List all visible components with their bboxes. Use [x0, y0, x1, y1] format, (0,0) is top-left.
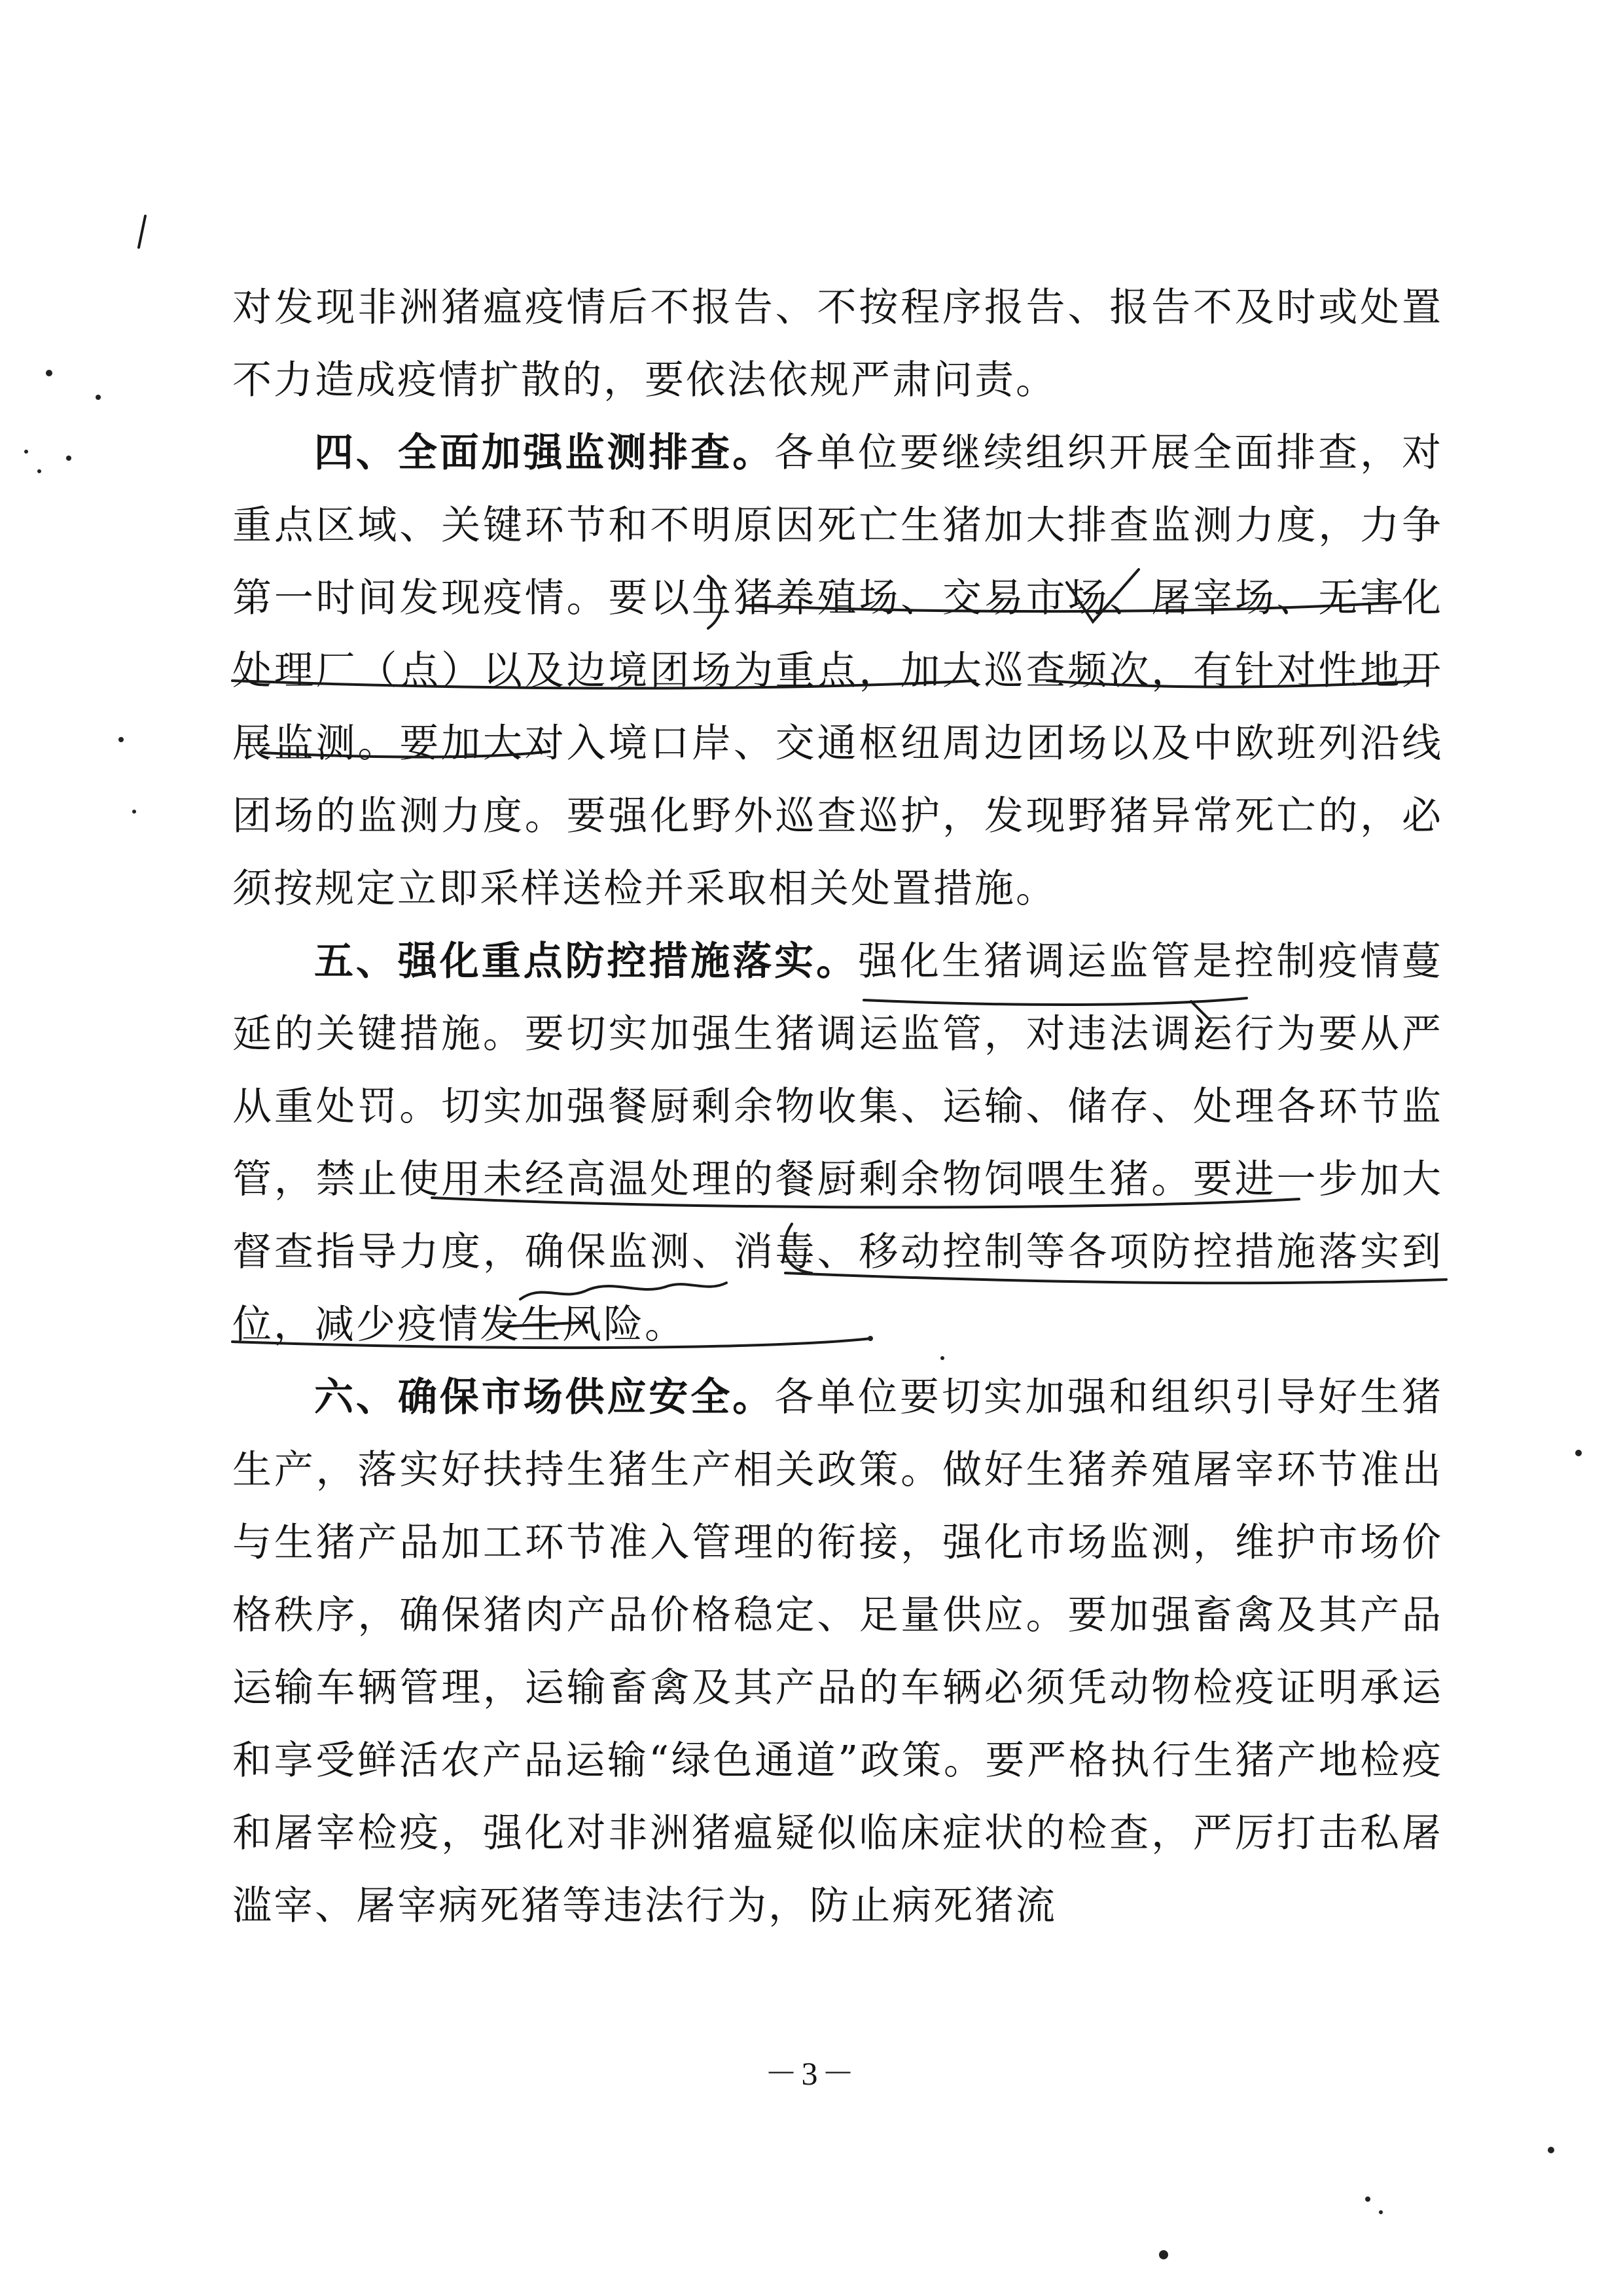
- paragraph-text: 各单位要切实加强和组织引导好生猪生产，落实好扶持生猪生产相关政策。做好生猪养殖屠宰环节准出与生猪产品加工环节准入管理的衔接，强化市场监测，维护市场价格秩序，确保猪肉产品价格稳定、足量供应。要加强畜禽及其产品运输车辆管理，运输畜禽及其产品的车辆必须凭动物检疫证明承运和享受鲜活农产品运输“绿色通道”政策。要严格执行生猪产地检疫和屠宰检疫，强化对非洲猪瘟疑似临床症状的检查，严厉打击私屠滥宰、屠宰病死猪等违法行为，防止病死猪流: [232, 1374, 1444, 1929]
- paragraph-section-5: [232, 925, 1443, 1361]
- paragraph-section-6: [232, 1361, 1443, 1943]
- paragraph-text: 对发现非洲猪瘟疫情后不报告、不按程序报告、报告不及时或处置不力造成疫情扩散的，要依法依规严肃问责。: [232, 285, 1443, 403]
- paragraph-accountability: [232, 272, 1443, 417]
- pen-stroke-margin: [139, 216, 145, 247]
- paragraph-text: 各单位要继续组织开展全面排查，对重点区域、关键环节和不明原因死亡生猪加大排查监测力度，力争第一时间发现疫情。要以生猪养殖场、交易市场、屠宰场、无害化处理厂（点）以及边境团场为重点，加大巡查频次，有针对性地开展监测。要加大对入境口岸、交通枢纽周边团场以及中欧班列沿线团场的监测力度。要强化野外巡查巡护，发现野猪异常死亡的，必须按规定立即采样送检并采取相关处置措施。: [232, 430, 1444, 912]
- paragraph-text: 强化生猪调运监管是控制疫情蔓延的关键措施。要切实加强生猪调运监管，对违法调运行为要从严从重处罚。切实加强餐厨剩余物收集、运输、储存、处理各环节监管，禁止使用未经高温处理的餐厨剩余物饲喂生猪。要进一步加大督查指导力度，确保监测、消毒、移动控制等各项防控措施落实到位，减少疫情发生风险。: [232, 939, 1443, 1348]
- page-number: －3－: [764, 2055, 859, 2092]
- section-heading-market-supply: 六、确保市场供应安全。: [314, 1374, 775, 1420]
- section-heading-monitoring: 四、全面加强监测排查。: [314, 430, 775, 476]
- document-body: [232, 272, 1443, 1943]
- section-heading-prevention: 五、强化重点防控措施落实。: [314, 939, 858, 984]
- paragraph-section-4: [232, 417, 1443, 925]
